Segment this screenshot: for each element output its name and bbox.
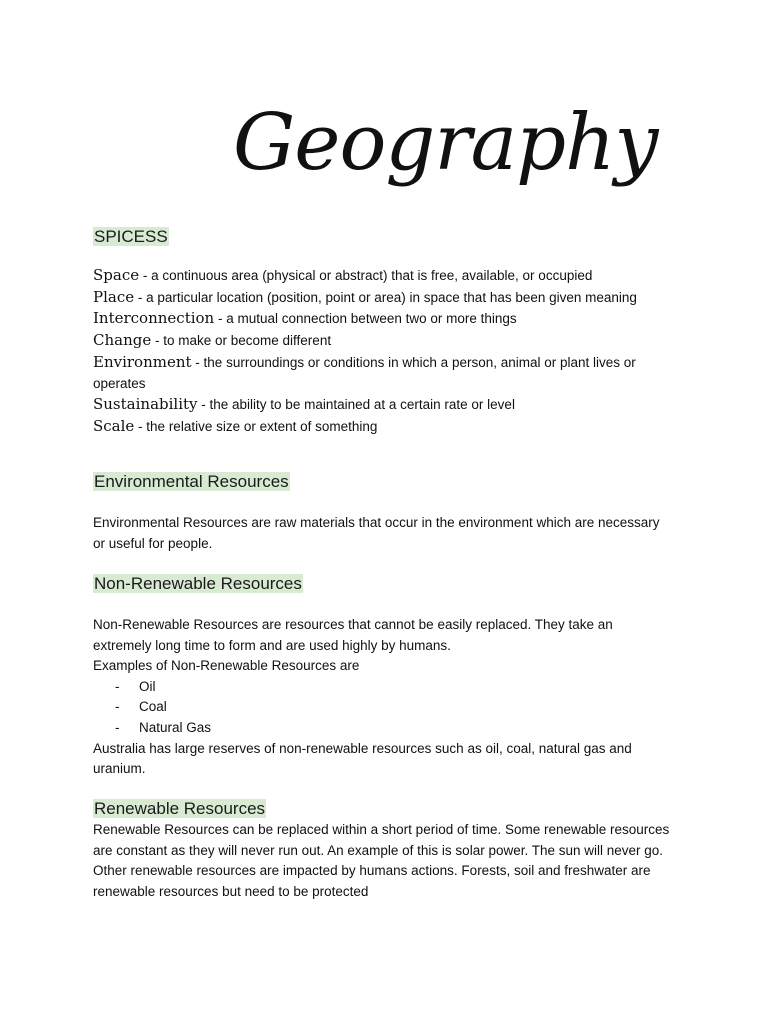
list-item-text: Natural Gas [139, 719, 212, 735]
definition-text: the surroundings or conditions in which a person, animal or plant lives or operates [93, 354, 636, 391]
definition-text: the relative size or extent of something [146, 418, 378, 434]
definition-separator: - [139, 268, 152, 283]
environmental-resources-heading [93, 471, 290, 493]
non-renewable-resources-heading [93, 573, 303, 595]
definition-term: Interconnection [93, 309, 215, 328]
definition-interconnection [93, 308, 683, 330]
definition-term: Scale [93, 416, 135, 435]
definition-term: Space [93, 266, 140, 284]
definition-text: a continuous area (physical or abstract) that is free, available, or occupied [151, 268, 593, 283]
list-item [93, 697, 673, 718]
definition-scale [93, 416, 683, 438]
definition-term: Environment [93, 352, 192, 371]
list-item-text: Coal [139, 699, 167, 715]
renewable-resources-paragraph: Renewable Resources can be replaced within a short period of time. Some renewable resources are constant as they will never run out. An example of this is solar power. The sun will never go. Other renewable resources are impacted by humans actions. Forests, soil and freshwater are renewable resources but need to be protected [93, 822, 670, 899]
non-renewable-resources-body [93, 615, 673, 780]
definition-space [93, 265, 683, 287]
definition-term: Change [93, 331, 152, 350]
list-item [93, 718, 673, 739]
definition-change [93, 330, 683, 352]
renewable-resources-heading [93, 798, 266, 820]
definition-place [93, 287, 683, 309]
bullet-marker: - [115, 719, 120, 735]
definition-text: the ability to be maintained at a certain rate or level [209, 397, 515, 413]
bullet-marker: - [115, 699, 120, 715]
non-renewable-resources-heading-text: Non-Renewable Resources [94, 574, 302, 593]
non-renewable-intro: Non-Renewable Resources are resources that cannot be easily replaced. They take an extremely long time to form and are used highly by humans. [93, 617, 613, 653]
spicess-heading-text: SPICESS [94, 227, 168, 246]
definition-separator: - [134, 289, 147, 305]
list-item-text: Oil [139, 678, 156, 694]
definition-sustainability [93, 394, 683, 416]
definition-text: a particular location (position, point or area) in space that has been given meaning [146, 289, 637, 305]
definition-separator: - [134, 418, 147, 434]
definition-separator: - [191, 354, 204, 370]
definition-separator: - [214, 311, 227, 327]
non-renewable-examples-list [93, 677, 673, 739]
environmental-resources-heading-text: Environmental Resources [94, 472, 289, 491]
definition-environment [93, 352, 683, 394]
list-item [93, 677, 673, 698]
spicess-definition-list [93, 265, 683, 438]
definition-term: Place [93, 287, 135, 306]
definition-separator: - [151, 333, 164, 349]
definition-separator: - [197, 397, 210, 413]
definition-text: to make or become different [163, 333, 332, 349]
document-title: Geography [233, 98, 658, 188]
renewable-resources-heading-text: Renewable Resources [94, 799, 266, 818]
bullet-marker: - [115, 678, 120, 694]
definition-text: a mutual connection between two or more things [226, 311, 517, 327]
definition-term: Sustainability [93, 395, 198, 414]
environmental-resources-paragraph: Environmental Resources are raw materials that occur in the environment which are necessary or useful for people. [93, 515, 660, 551]
non-renewable-outro: Australia has large reserves of non-renewable resources such as oil, coal, natural gas and uranium. [93, 740, 632, 777]
spicess-heading [93, 226, 169, 248]
non-renewable-examples-label: Examples of Non-Renewable Resources are [93, 658, 360, 674]
